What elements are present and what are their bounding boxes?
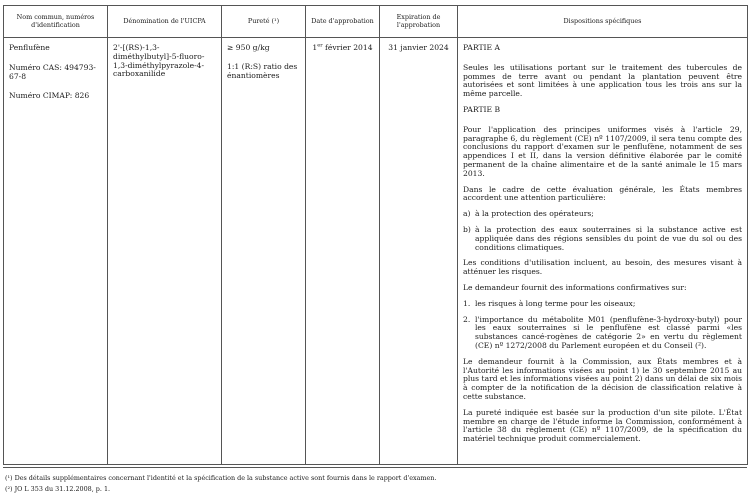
header-row — [4, 6, 748, 38]
item-text: à la protection des eaux souterraines si la substance active est appliquée dans des régions sensibles du point de vue du sol ou des conditions climatiques. — [475, 224, 742, 252]
approval-sup: er — [317, 42, 323, 49]
cell-provisions — [458, 38, 748, 465]
item-marker: 1. — [463, 298, 471, 308]
item-marker: a) — [463, 209, 471, 219]
cas-number: Numéro CAS: 494793-67-8 — [9, 62, 96, 81]
part-b-text: Pour l'application des principes uniformes visés à l'article 29, paragraphe 6, du règlement (CE) nº 1107/2009, il sera tenu compte des conclusions du rapport d'examen sur le penflufène, notamment de ses appendices I et II, dans la version définitive élaborée par le comité permanent de la chaîne alimentaire et de la santé animale le 15 mars 2013. — [463, 124, 742, 178]
approval-month-year: février 2014 — [322, 43, 373, 52]
submission-text: Le demandeur fournit à la Commission, aux États membres et à l'Autorité les informations visées au point 1) le 30 septembre 2015 au plus tard et les informations visées au point 2) dans un délai de six mois à compter de la notification de la décision de classification relative à cette substance. — [463, 356, 742, 401]
part-b-title: PARTIE B — [463, 104, 501, 114]
iupac-name: 2'-[(RS)-1,3-diméthylbutyl]-5-fluoro-1,3-diméthylpyrazole-4-carboxanilide — [113, 43, 205, 79]
list-item — [463, 226, 742, 252]
confirm-intro: Le demandeur fournit des informations confirmatives sur: — [463, 282, 687, 292]
footnote-1: (¹) Des détails supplémentaires concernant l'identité et la spécification de la substance active sont fournis dans le rapport d'examen. — [5, 474, 437, 482]
common-name: Penflufène — [9, 43, 50, 52]
header-common-name: Nom commun, numéros d'identification — [4, 6, 108, 38]
list-item — [463, 316, 742, 351]
cell-purity — [222, 38, 306, 465]
item-text: à la protection des opérateurs; — [475, 209, 594, 219]
list-item — [463, 300, 742, 309]
substance-table — [3, 5, 748, 465]
header-approval-date: Date d'approbation — [306, 6, 380, 38]
header-provisions: Dispositions spécifiques — [458, 6, 748, 38]
item-text: les risques à long terme pour les oiseaux; — [475, 298, 636, 308]
cell-common-name — [4, 38, 108, 465]
conditions-text: Les conditions d'utilisation incluent, au besoin, des mesures visant à atténuer les risques. — [463, 258, 742, 277]
part-a-text: Seules les utilisations portant sur le traitement des tubercules de pommes de terre avant ou pendant la plantation peuvent être autorisées et sont limitées à une application tous les trois ans sur la même parcelle. — [463, 62, 742, 99]
cell-iupac — [108, 38, 222, 465]
approval-date — [311, 44, 374, 53]
footnote-divider — [3, 467, 747, 468]
expiry-date: 31 janvier 2024 — [388, 43, 449, 52]
header-purity: Pureté (¹) — [222, 6, 306, 38]
cimap-number: Numéro CIMAP: 826 — [9, 91, 90, 101]
header-expiry: Expiration de l'approbation — [380, 6, 458, 38]
purity-ratio: 1:1 (R:S) ratio des énantiomères — [227, 61, 298, 80]
part-a-title: PARTIE A — [463, 43, 500, 52]
attention-intro: Dans le cadre de cette évaluation générale, les États membres accordent une attention particulière: — [463, 184, 742, 203]
list-item — [463, 210, 742, 219]
cell-approval-date — [306, 38, 380, 465]
item-marker: b) — [463, 224, 471, 234]
cell-expiry — [380, 38, 458, 465]
approval-day: 1 — [312, 43, 318, 52]
header-iupac: Dénomination de l'UICPA — [108, 6, 222, 38]
table-row — [4, 38, 748, 465]
item-text: l'importance du métabolite M01 (penflufène-3-hydroxy-butyl) pour les eaux souterraines si le penflufène est classé parmi «les substances cancé-rogènes de catégorie 2» en vertu du règlement (CE) nº 1272/2008 du Parlement européen et du Conseil (²). — [475, 314, 742, 350]
item-marker: 2. — [463, 314, 471, 324]
purity-note: La pureté indiquée est basée sur la production d'un site pilote. L'État membre en charge de l'étude informe la Commission, conformément à l'article 38 du règlement (CE) nº 1107/2009, de la spécification du matériel technique produit commercialement. — [463, 407, 742, 444]
purity-value: ≥ 950 g/kg — [227, 43, 270, 52]
footnote-2: (²) JO L 353 du 31.12.2008, p. 1. — [5, 485, 111, 493]
